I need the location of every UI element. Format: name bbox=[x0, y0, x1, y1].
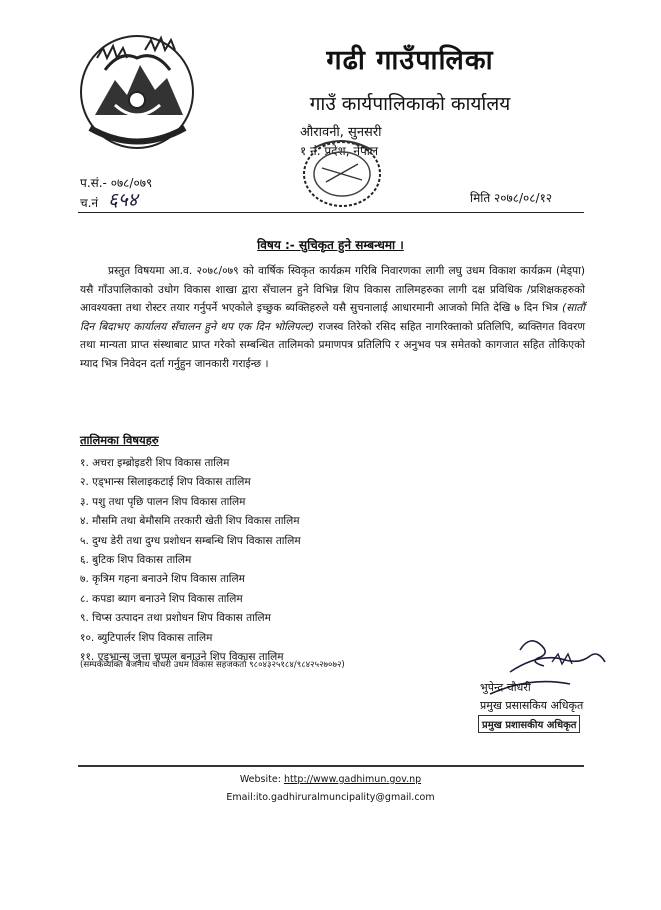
address-line-2: १ नं. प्रदेश, नेपाल bbox=[300, 144, 379, 158]
list-item: १०. ब्युटिपार्लर शिप विकास तालिम bbox=[80, 631, 213, 644]
list-item: ९. चिप्स उत्पादन तथा प्रशोधन शिप विकास तालिम bbox=[80, 612, 271, 625]
footer-website bbox=[0, 774, 661, 785]
dispatch-number-handwritten: ६५४ bbox=[108, 189, 138, 211]
list-item: १. अचरा इम्ब्रोइडरी शिप विकास तालिम bbox=[80, 457, 230, 469]
municipality-title: गढी गाउँपालिका bbox=[326, 45, 494, 76]
signatory-stamp: प्रमुख प्रशासकीय अधिकृत bbox=[478, 715, 580, 733]
letter-date: मिति २०७८/०८/१२ bbox=[470, 191, 553, 205]
letter-subject: विषय :- सुचिकृत हुने सम्बन्धमा । bbox=[257, 238, 404, 252]
office-stamp-icon bbox=[292, 128, 392, 212]
contact-person: (सम्पर्कव्यक्ति बैजनाथ चौधरी उधम विकास सहजकर्ता ९८०४३२५१८४/९८४२५२७०७२) bbox=[80, 660, 345, 670]
reference-number: प.सं.- ०७८/०७९ bbox=[80, 176, 153, 190]
website-link[interactable]: http://www.gadhimun.gov.np bbox=[283, 774, 422, 785]
dispatch-number-label: च.नं bbox=[80, 196, 99, 210]
list-item: ६. बुटिक शिप विकास तालिम bbox=[80, 553, 192, 566]
list-item: ८. कपडा ब्याग बनाउने शिप विकास तालिम bbox=[80, 592, 243, 605]
footer-email: Email:ito.gadhiruralmuncipality@gmail.com bbox=[226, 792, 435, 803]
signatory-title: प्रमुख प्रसासकिय अधिकृत bbox=[480, 699, 584, 712]
website-label: Website: bbox=[239, 774, 281, 785]
list-item: ५. दुग्ध डेरी तथा दुग्ध प्रशोधन सम्बन्धि शिप विकास तालिम bbox=[80, 534, 301, 547]
signatory-name: भुपेन्द्र चौधरी bbox=[480, 681, 531, 694]
address-line-1: औरावनी, सुनसरी bbox=[300, 125, 382, 140]
list-item: ३. पशु तथा पृछि पालन शिप विकास तालिम bbox=[80, 495, 246, 508]
header-divider bbox=[78, 212, 584, 213]
training-list-heading: तालिमका विषयहरु bbox=[80, 433, 159, 447]
body-italic-note: (सातौं दिन बिदाभए कार्यालय सँचालन हुने थप एक दिन भोलिपल्ट) bbox=[80, 302, 585, 333]
training-list bbox=[80, 454, 500, 667]
government-emblem-icon bbox=[75, 30, 200, 155]
letter-body: प्रस्तुत विषयमा आ.व. २०७८/०७९ को वार्षिक स्विकृत कार्यक्रम गरिबि निवारणका लागी लघु उधम विकाश कार्यक्रम (मेड्पा) यसै गाँउपालिकाको उधोग विकास शाखा द्वारा सँचालन हुने विभिन्न शिप विकास तालिमहरुका लागी दक्ष प्रविधिक /प्रशिक्षकहरुको आवश्यक्ता तथा रोस्टर तयार गर्नुपर्ने भएकोले इच्छुक ब्यक्तिहरुले यसै सुचनालाई आधारमानी आजको मिति देखि ७ दिन भित्र (सातौं दिन बिदाभए कार्यालय सँचालन हुने थप एक दिन भोलिपल्ट) राजस्व तिरेको रसिद सहित नागरिक्ताको प्रतिलिपि, ब्यक्तिगत विवरण तथा मान्यता प्राप्त संस्थाबाट प्राप्त गरेको सम्बन्धित तालिमको प्रमाणपत्र प्रतिलिपि र अनुभव पत्र समेतको कागजात सहित तोकिएको म्याद भित्र निवेदन दर्ता गर्नुहुन जानकारी गराईन्छ । bbox=[80, 265, 585, 370]
list-item: ४. मौसमि तथा बेमौसमि तरकारी खेती शिप विकास तालिम bbox=[80, 515, 300, 528]
footer-divider bbox=[78, 765, 584, 767]
list-item: २. एड्भान्स सिलाइकटाई शिप विकास तालिम bbox=[80, 476, 251, 489]
list-item: ७. कृत्रिम गहना बनाउने शिप विकास तालिम bbox=[80, 573, 245, 586]
office-subtitle: गाउँ कार्यपालिकाको कार्यालय bbox=[309, 93, 511, 115]
list-item: ११. एड्भान्स जुत्ता चप्पल बनाउने शिप विकास तालिम bbox=[80, 650, 284, 663]
